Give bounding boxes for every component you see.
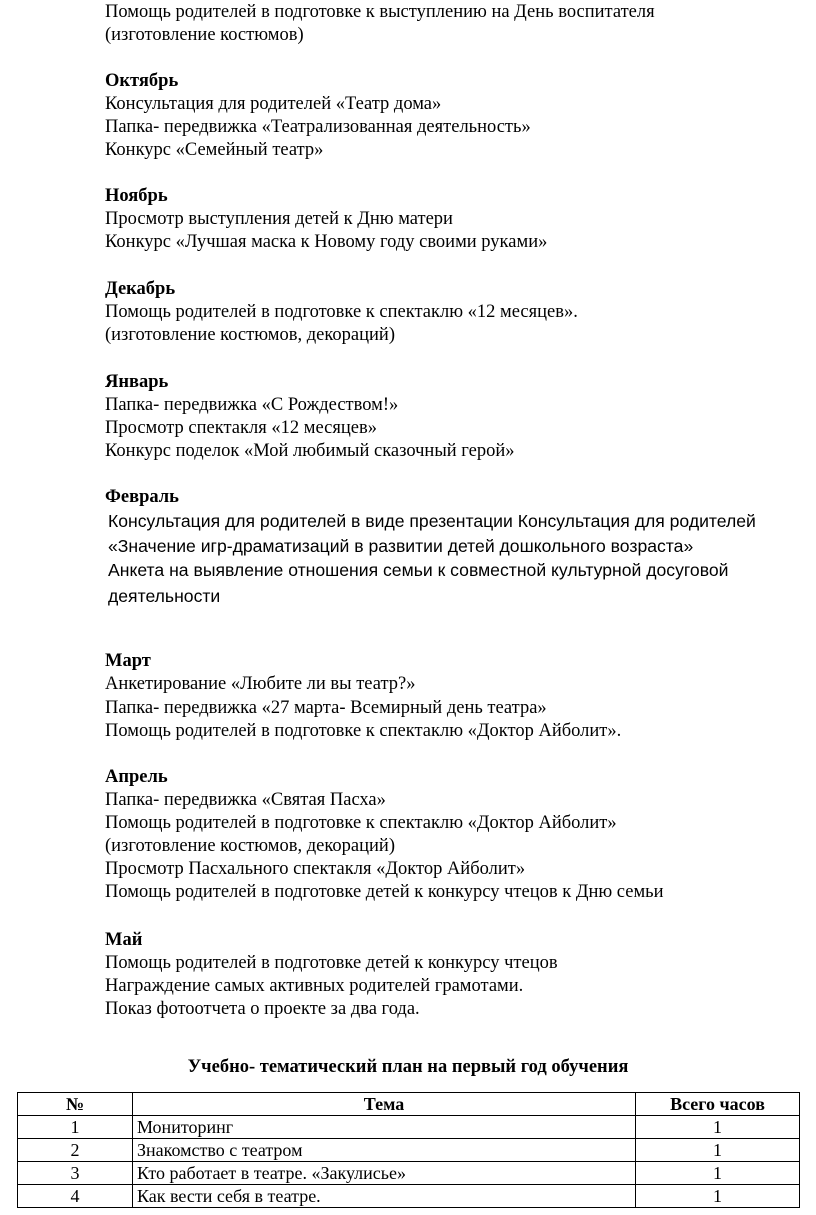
- cell-hours: 1: [636, 1162, 800, 1185]
- list-item: Консультация для родителей «Театр дома»: [105, 94, 442, 114]
- cell-hours: 1: [636, 1139, 800, 1162]
- column-header-topic: Тема: [133, 1093, 636, 1116]
- table-row: [18, 1116, 800, 1139]
- table-row: [18, 1162, 800, 1185]
- list-item: Помощь родителей в подготовке детей к конкурсу чтецов: [105, 953, 558, 973]
- table-row: [18, 1139, 800, 1162]
- intro-line: (изготовление костюмов): [105, 25, 304, 45]
- cell-number: 2: [18, 1139, 133, 1162]
- list-item: Просмотр спектакля «12 месяцев»: [105, 418, 377, 438]
- list-item: Просмотр выступления детей к Дню матери: [105, 209, 453, 229]
- list-item: (изготовление костюмов, декораций): [105, 325, 395, 345]
- list-item: Конкурс поделок «Мой любимый сказочный герой»: [105, 441, 515, 461]
- cell-topic: Как вести себя в театре.: [133, 1185, 636, 1208]
- table-header-row: [18, 1093, 800, 1116]
- month-heading-october: Октябрь: [105, 71, 179, 91]
- list-item: Анкета на выявление отношения семьи к совместной культурной досуговой: [108, 560, 729, 580]
- list-item: (изготовление костюмов, декораций): [105, 836, 395, 856]
- list-item: Показ фотоотчета о проекте за два года.: [105, 999, 420, 1019]
- plan-table: [17, 1092, 800, 1208]
- list-item: Папка- передвижка «Театрализованная деятельность»: [105, 117, 531, 137]
- cell-number: 3: [18, 1162, 133, 1185]
- cell-topic: Кто работает в театре. «Закулисье»: [133, 1162, 636, 1185]
- list-item: Награждение самых активных родителей грамотами.: [105, 976, 524, 996]
- cell-hours: 1: [636, 1116, 800, 1139]
- list-item: «Значение игр-драматизаций в развитии детей дошкольного возраста»: [108, 536, 694, 556]
- month-heading-february: Февраль: [105, 487, 179, 507]
- table-row: [18, 1185, 800, 1208]
- column-header-hours: Всего часов: [636, 1093, 800, 1116]
- list-item: Помощь родителей в подготовке к спектаклю «Доктор Айболит».: [105, 721, 622, 741]
- cell-topic: Знакомство с театром: [133, 1139, 636, 1162]
- list-item: Папка- передвижка «27 марта- Всемирный день театра»: [105, 698, 547, 718]
- month-heading-december: Декабрь: [105, 279, 176, 299]
- list-item: деятельности: [108, 586, 221, 606]
- list-item: Помощь родителей в подготовке детей к конкурсу чтецов к Дню семьи: [105, 882, 664, 902]
- intro-line: Помощь родителей в подготовке к выступлению на День воспитателя: [105, 2, 655, 22]
- list-item: Просмотр Пасхального спектакля «Доктор Айболит»: [105, 859, 526, 879]
- plan-title: Учебно- тематический план на первый год обучения: [187, 1057, 629, 1077]
- list-item: Конкурс «Семейный театр»: [105, 140, 324, 160]
- list-item: Анкетирование «Любите ли вы театр?»: [105, 674, 416, 694]
- list-item: Конкурс «Лучшая маска к Новому году своими руками»: [105, 232, 548, 252]
- month-heading-january: Январь: [105, 372, 169, 392]
- list-item: Папка- передвижка «С Рождеством!»: [105, 395, 399, 415]
- column-header-number: №: [18, 1093, 133, 1116]
- list-item: Консультация для родителей в виде презентации Консультация для родителей: [108, 511, 756, 531]
- list-item: Помощь родителей в подготовке к спектаклю «12 месяцев».: [105, 302, 578, 322]
- cell-number: 4: [18, 1185, 133, 1208]
- cell-topic: Мониторинг: [133, 1116, 636, 1139]
- list-item: Папка- передвижка «Святая Пасха»: [105, 790, 386, 810]
- month-heading-march: Март: [105, 651, 151, 671]
- month-heading-may: Май: [105, 930, 143, 950]
- cell-number: 1: [18, 1116, 133, 1139]
- month-heading-april: Апрель: [105, 767, 168, 787]
- cell-hours: 1: [636, 1185, 800, 1208]
- list-item: Помощь родителей в подготовке к спектаклю «Доктор Айболит»: [105, 813, 617, 833]
- month-heading-november: Ноябрь: [105, 186, 168, 206]
